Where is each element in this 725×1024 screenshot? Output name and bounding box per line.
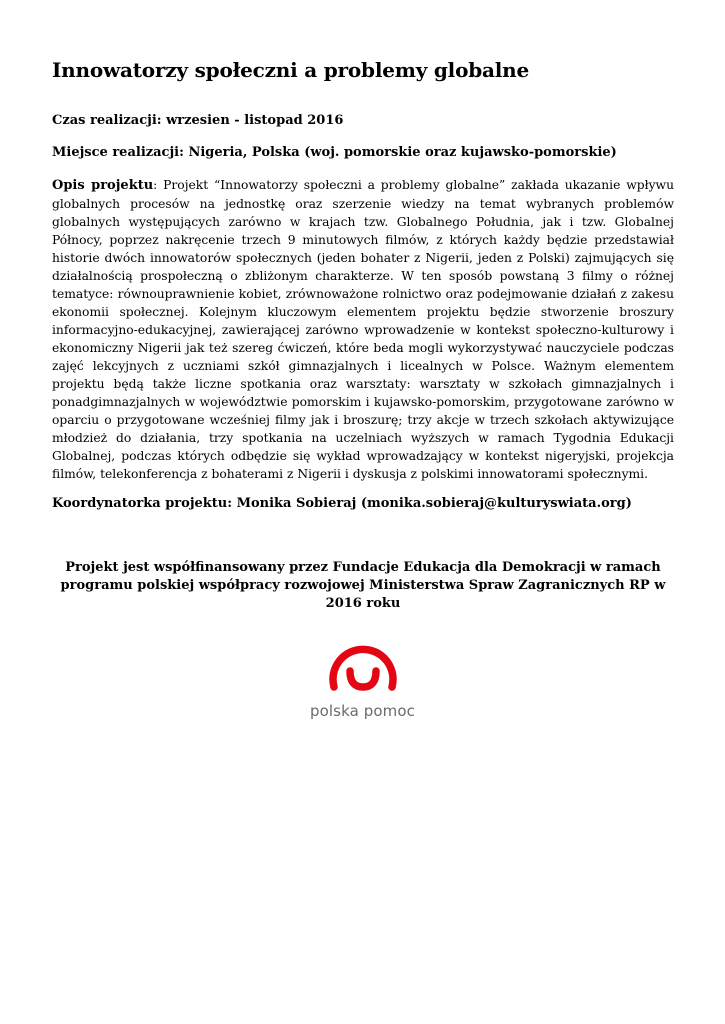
funding-note: Projekt jest współfinansowany przez Fundacje Edukacja dla Demokracji w ramach programu polskiej współpracy rozwojowej Ministerstwa Spraw Zagranicznych RP w 2016 roku [60,560,666,611]
description-label: Opis projektu [52,178,154,193]
realization-time: Czas realizacji: wrzesien - listopad 2016 [52,113,344,128]
document-title: Innowatorzy społeczni a problemy globalne [52,58,530,82]
project-description [52,176,674,483]
description-text: : Projekt “Innowatorzy społeczni a problemy globalne” zakłada ukazanie wpływu globalnych procesów na jednostkę oraz szerzenie wiedzy na temat wybranych problemów globalnych występujących zarówno w krajach tzw. Globalnego Południa, jak i tzw. Globalnej Północy, poprzez nakręcenie trzech 9 minutowych filmów, z których każdy będzie przedstawiał historie dwóch innowatorów społecznych (jeden bohater z Nigerii, jeden z Polski) zajmujących się działalnością prospołeczną o zbliżonym charakterze. W ten sposób powstaną 3 filmy o różnej tematyce: równouprawnienie kobiet, zrównoważone rolnictwo oraz podejmowanie działań z zakesu ekonomii społecznej. Kolejnym kluczowym elementem projektu będzie stworzenie broszury informacyjno-edukacyjnej, zawierającej zarówno wprowadzenie w kontekst społeczno-kulturowy i ekonomiczny Nigerii jak też szereg ćwiczeń, które beda mogli wykorzystywać nauczyciele podczas zajęć lekcyjnych z uczniami szkół gimnazjalnych i licealnych w Polsce. Ważnym elementem projektu będą także liczne spotkania oraz warsztaty: warsztaty w szkołach gimnazjalnych i ponadgimnazjalnych w województwie pomorskim i kujawsko-pomorskim, przygotowane zarówno w oparciu o przygotowane wcześniej filmy jak i broszurę; trzy akcje w trzech szkołach aktywizujące młodzież do działania, trzy spotkania na uczelniach wyższych w ramach Tygodnia Edukacji Globalnej, podczas których odbędzie się wykład wprowadzający w kontekst nigeryjski, projekcja filmów, telekonferencja z bohaterami z Nigerii i dyskusja z polskimi innowatorami społecznymi. [52,178,674,481]
project-coordinator: Koordynatorka projektu: Monika Sobieraj (monika.sobieraj@kulturyswiata.org) [52,496,632,511]
polska-pomoc-logo-icon [323,644,403,700]
polska-pomoc-logo [0,644,725,720]
document-page [52,56,674,626]
logo-text: polska pomoc [310,702,415,720]
realization-place: Miejsce realizacji: Nigeria, Polska (woj. pomorskie oraz kujawsko-pomorskie) [52,145,617,160]
